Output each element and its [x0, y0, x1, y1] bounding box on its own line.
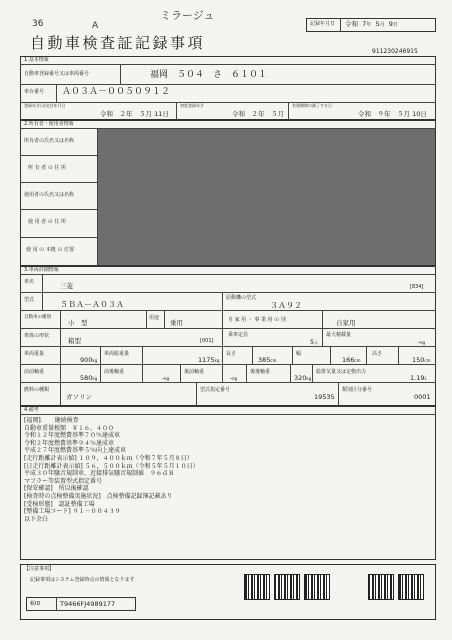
record-date-label: 記録年月日 — [310, 21, 336, 27]
displacement-label: 総排気量又は定格出力 — [316, 369, 367, 375]
body-label: 車体の形状 — [24, 333, 50, 339]
qr-code-5 — [398, 574, 424, 600]
max-load-value: -kg — [418, 338, 426, 346]
record-date-value: 令和 7年 5月 9日 — [345, 20, 398, 28]
designation-value: 19535 — [314, 393, 335, 401]
maker-value: 三菱 — [60, 282, 73, 290]
use-label: 用途 — [149, 315, 160, 321]
notes-header: 【注意事項】 — [24, 566, 55, 572]
qr-code-1 — [244, 574, 270, 600]
remarks-line: 平成３０年騒音規制車，近接排気騒音規制値 ９６ｄＢ — [24, 470, 175, 478]
vehicle-type-label: 自動車の種別 — [24, 315, 51, 320]
remarks-line: 令和２年度燃費基準９４％達成車 — [24, 439, 115, 447]
owner-user-header: 2.所有者・使用者情報 — [24, 121, 74, 127]
vehicle-detail-header: 3.車両詳細情報 — [24, 267, 59, 273]
front-front-axle-value: 580kg — [80, 374, 98, 382]
remarks-line: [整備工場コード] ９１－００４３９ — [24, 508, 121, 516]
front-rear-axle-value: -kg — [162, 374, 170, 382]
category-value: 0001 — [414, 393, 431, 401]
business-label: 自 家 用 ・ 事 業 用 の 別 — [228, 317, 286, 323]
category-label: 類別区分番号 — [342, 387, 373, 393]
maker-label: 車名 — [24, 279, 35, 285]
expiry-label: 有効期間の満了する日 — [292, 103, 332, 108]
gross-weight-label: 車両総重量 — [104, 351, 130, 357]
length-label: 長さ — [226, 351, 237, 357]
notes-text: 記録事項はシステム登録時点の情報となります — [30, 577, 135, 583]
front-front-axle-label: 前前軸重 — [24, 369, 45, 375]
gross-weight-value: 1175kg — [198, 356, 220, 364]
rear-front-axle-value: -kg — [230, 374, 238, 382]
model-value: ５ＢＡ－Ａ０３Ａ — [60, 300, 124, 309]
handwritten-number: 36 — [32, 19, 44, 29]
width-value: 166cm — [342, 356, 361, 364]
user-name-label: 使用者の氏名又は名称 — [24, 192, 75, 198]
first-reg-value: 令和 ２年 ５月 11日 — [100, 110, 169, 118]
engine-label: 原動機の型式 — [226, 295, 257, 301]
height-value: 150cm — [412, 356, 431, 364]
reg-number-label: 自動車登録番号又は車両番号 — [24, 71, 90, 77]
base-location-label: 使 用 の 本拠 の 位置 — [26, 247, 74, 253]
remarks-line: [受検形態] 認証整備工場 — [24, 500, 95, 508]
length-value: 385cm — [258, 356, 277, 364]
form-id-value: T9466FJ4989177 — [60, 600, 116, 608]
first-year-value: 令和 ２年 ５月 — [232, 110, 284, 118]
height-label: 高さ — [372, 351, 383, 357]
capacity-value: 5人 — [310, 338, 319, 346]
owner-address-label: 所 有 者 の 住 所 — [28, 165, 66, 171]
vin-value: Ａ０３Ａ－００５０９１２ — [62, 87, 171, 97]
handwritten-letter: A — [92, 21, 99, 31]
business-value: 自家用 — [336, 319, 356, 327]
owner-name-label: 所有者の氏名又は名称 — [24, 138, 75, 144]
width-label: 幅 — [296, 351, 302, 357]
remarks-line: [保安確認] 所以後確認 — [24, 485, 89, 493]
remarks-line: 令和１２年度燃費基準７０％達成車 — [24, 432, 121, 440]
remarks-line: 以下余白 — [24, 515, 49, 523]
remarks-line: [日走行距離計表示値] ５６，５００ｋｍ（令和５年５月１０日） — [24, 462, 199, 470]
body-code: [001] — [200, 338, 214, 344]
handwritten-car-name: ミラージュ — [160, 9, 215, 22]
body-value: 箱型 — [68, 337, 81, 345]
remarks-line: [福岡]． 継続検査 — [24, 417, 79, 424]
remarks-line: 平成２７年度燃費基準５％向上達成車 — [24, 447, 127, 455]
front-rear-axle-label: 前後軸重 — [104, 369, 125, 375]
fuel-label: 燃料の種類 — [24, 387, 50, 393]
weight-label: 車両重量 — [24, 351, 45, 357]
model-label: 型式 — [24, 297, 35, 303]
redacted-area — [98, 129, 435, 265]
vin-label: 車台番号 — [24, 89, 45, 95]
page-title: 自動車検査証記録事項 — [30, 34, 206, 52]
expiry-value: 令和 ９年 ５月 10日 — [358, 110, 427, 118]
first-year-label: 初度登録年月 — [180, 103, 204, 108]
user-address-label: 使 用 者 の 住 所 — [28, 219, 66, 225]
max-load-label: 最大積載量 — [326, 332, 352, 338]
use-value: 乗用 — [170, 319, 183, 327]
remarks-line: [検査時の点検整備実施状況] 点検整備記録簿記載あり — [24, 493, 173, 500]
vehicle-type-value: 小 型 — [68, 319, 88, 327]
remarks-header: 4.備考 — [24, 407, 39, 413]
maker-code: [834] — [410, 284, 424, 290]
first-reg-label: 登録年月日/交付年月日 — [24, 103, 66, 108]
remarks-line: [走行距離計表示値] １０９，４００ｋｍ（令和７年５月８日） — [24, 455, 193, 462]
qr-code-4 — [368, 574, 394, 600]
designation-label: 型式指定番号 — [200, 387, 231, 393]
qr-code-3 — [304, 574, 330, 600]
engine-value: ３Ａ９２ — [270, 301, 302, 310]
weight-value: 900kg — [80, 356, 98, 364]
fuel-value: ガソリン — [66, 393, 92, 401]
remarks-line: 自動車重量税額 ￥１６，４００ — [24, 424, 115, 432]
form-id-label: 帳ID — [30, 601, 41, 607]
rear-rear-axle-label: 後後軸重 — [250, 369, 271, 375]
capacity-label: 乗車定員 — [228, 332, 249, 338]
reg-number-value: 福岡 ５０４ さ ６１０１ — [150, 70, 268, 80]
qr-code-2 — [274, 574, 300, 600]
doc-number: 911230246915 — [372, 48, 418, 55]
basic-info-header: 1.基本情報 — [24, 57, 49, 63]
displacement-value: 1.19L — [410, 374, 427, 382]
rear-front-axle-label: 後前軸重 — [184, 369, 205, 375]
remarks-line: マフラー等装置型式指定番号 — [24, 477, 103, 485]
rear-rear-axle-value: 320kg — [294, 374, 312, 382]
